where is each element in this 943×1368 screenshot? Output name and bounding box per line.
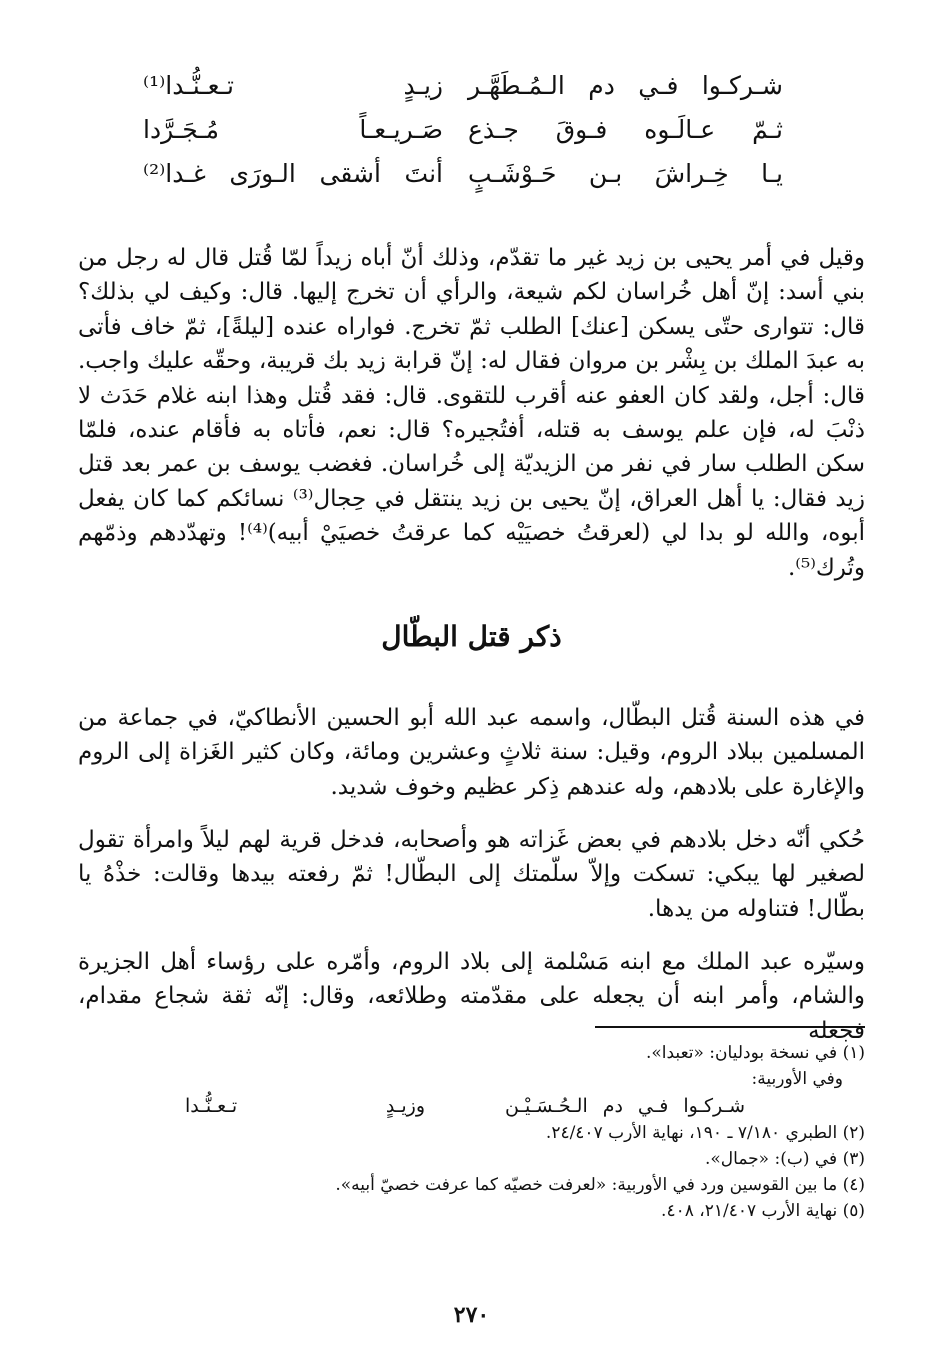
verse-second-hemistich: صَـريـعـاً مُـجَـرَّدا	[143, 115, 443, 144]
poem-verse	[143, 108, 783, 152]
footnote-4: (٤) ما بين القوسين ورد في الأوربية: «لعرفت خصيّه كما عرفت خصيّ أبيه».	[335, 1175, 865, 1195]
poem-verse	[143, 64, 783, 108]
verse-second-hemistich: أنتَ أشقى الـورَى غـدا⁽²⁾	[143, 159, 443, 188]
footnote-2: (٢) الطبري ٧/١٨٠ ـ ١٩٠، نهاية الأرب ٢٤/٤٠٧.	[545, 1123, 865, 1143]
page-number: ٢٧٠	[453, 1302, 490, 1328]
footnote-3: (٣) في (ب): «جمال».	[705, 1149, 865, 1169]
paragraph-battal-intro: في هذه السنة قُتل البطّال، واسمه عبد الله أبو الحسين الأنطاكيّ، في جماعة من المسلمين ببلاد الروم، وقيل: سنة ثلاثٍ وعشرين ومائة، وكان كثير الغَزاة إلى الروم والإغارة على بلادهم، وله عندهم ذِكر عظيم وخوف شديد.	[78, 705, 865, 800]
footnote-verse-second-hemistich: وزيـدٍ تـعـنُّـدا	[185, 1095, 425, 1117]
footnote-1: (١) في نسخة بودليان: «تعبدا».	[645, 1043, 865, 1063]
paragraph-yahya: وقيل في أمر يحيى بن زيد غير ما تقدّم، وذلك أنّ أباه زيداً لمّا قُتل قال له رجل من بني أسد: إنّ أهل خُراسان لكم شيعة، والرأي أن تخرج إليها. قال: وكيف لي بذلك؟ قال: تتوارى حتّى يسكن [عنك] الطلب ثمّ تخرج. فواراه عنده [ليلةً]، ثمّ خاف فأتى به عبدَ الملك بن بِشْر بن مروان فقال له: إنّ قرابة زيد بك قريبة، وحقّه عليك واجب. قال: أجل، ولقد كان العفو عنه أقرب للتقوى. قال: فقد قُتل وهذا ابنه غلام حَدَث لا ذنْبَ له، فإن علم يوسف به قتله، أفتُجيره؟ قال: نعم، فأتاه به فأقام عنده، فلمّا سكن الطلب سار في نفر من الزيديّة إلى خُراسان. فغضب يوسف بن عمر بعد قتل زيد فقال: يا أهل العراق، إنّ يحيى بن زيد ينتقل في حِجال⁽³⁾ نسائكم كما كان يفعل أبوه، والله لو بدا لي (لعرقتُ خصيَيْه كما عرقتُ خصيَيْ أبيه)⁽⁴⁾! وتهدّدهم وذمّهم وتُرك⁽⁵⁾.	[78, 245, 865, 581]
poem-verse	[143, 152, 783, 196]
footnotes	[78, 1040, 865, 1224]
footnote-verse-first-hemistich: شـركـوا فـي دم الـحُـسَـيْـن	[505, 1095, 745, 1117]
paragraph-battal-story: حُكي أنّه دخل بلادهم في بعض غَزاته هو وأصحابه، فدخل قرية لهم ليلاً وامرأة تقول لصغير لها يبكي: تسكت وإلاّ سلّمتك إلى البطّال! ثمّ رفعته بيدها وقالت: خذْهُ يا بطّال! فتناوله من يدها.	[78, 827, 865, 922]
verse-first-hemistich: شـركـوا فـي دم الـمُـطَهَّـر	[468, 71, 783, 100]
verse-first-hemistich: يـا خِـراشَ بـن حَـوْشَـبٍ	[468, 159, 783, 188]
poem-block	[143, 64, 783, 196]
verse-second-hemistich: زيـدٍ تـعـنُّـدا⁽¹⁾	[143, 71, 443, 100]
footnote-5: (٥) نهاية الأرب ٢١/٤٠٧، ٤٠٨.	[661, 1201, 865, 1221]
footnote-divider	[595, 1026, 865, 1028]
footnote-1-verse	[185, 1092, 745, 1120]
verse-first-hemistich: ثـمّ عـالَـوه فـوقَ جـذع	[468, 115, 783, 144]
section-heading: ذكر قتل البطّال	[381, 620, 562, 653]
paragraph-battal-maslama: وسيّره عبد الملك مع ابنه مَسْلمة إلى بلاد الروم، وأمّره على رؤساء أهل الجزيرة والشام، وأمر ابنه أن يجعله على مقدّمته وطلائعه، وقال: إنّه ثقة شجاع مقدام، فجعله	[78, 949, 865, 1044]
footnote-1-note: وفي الأوربية:	[751, 1069, 843, 1089]
